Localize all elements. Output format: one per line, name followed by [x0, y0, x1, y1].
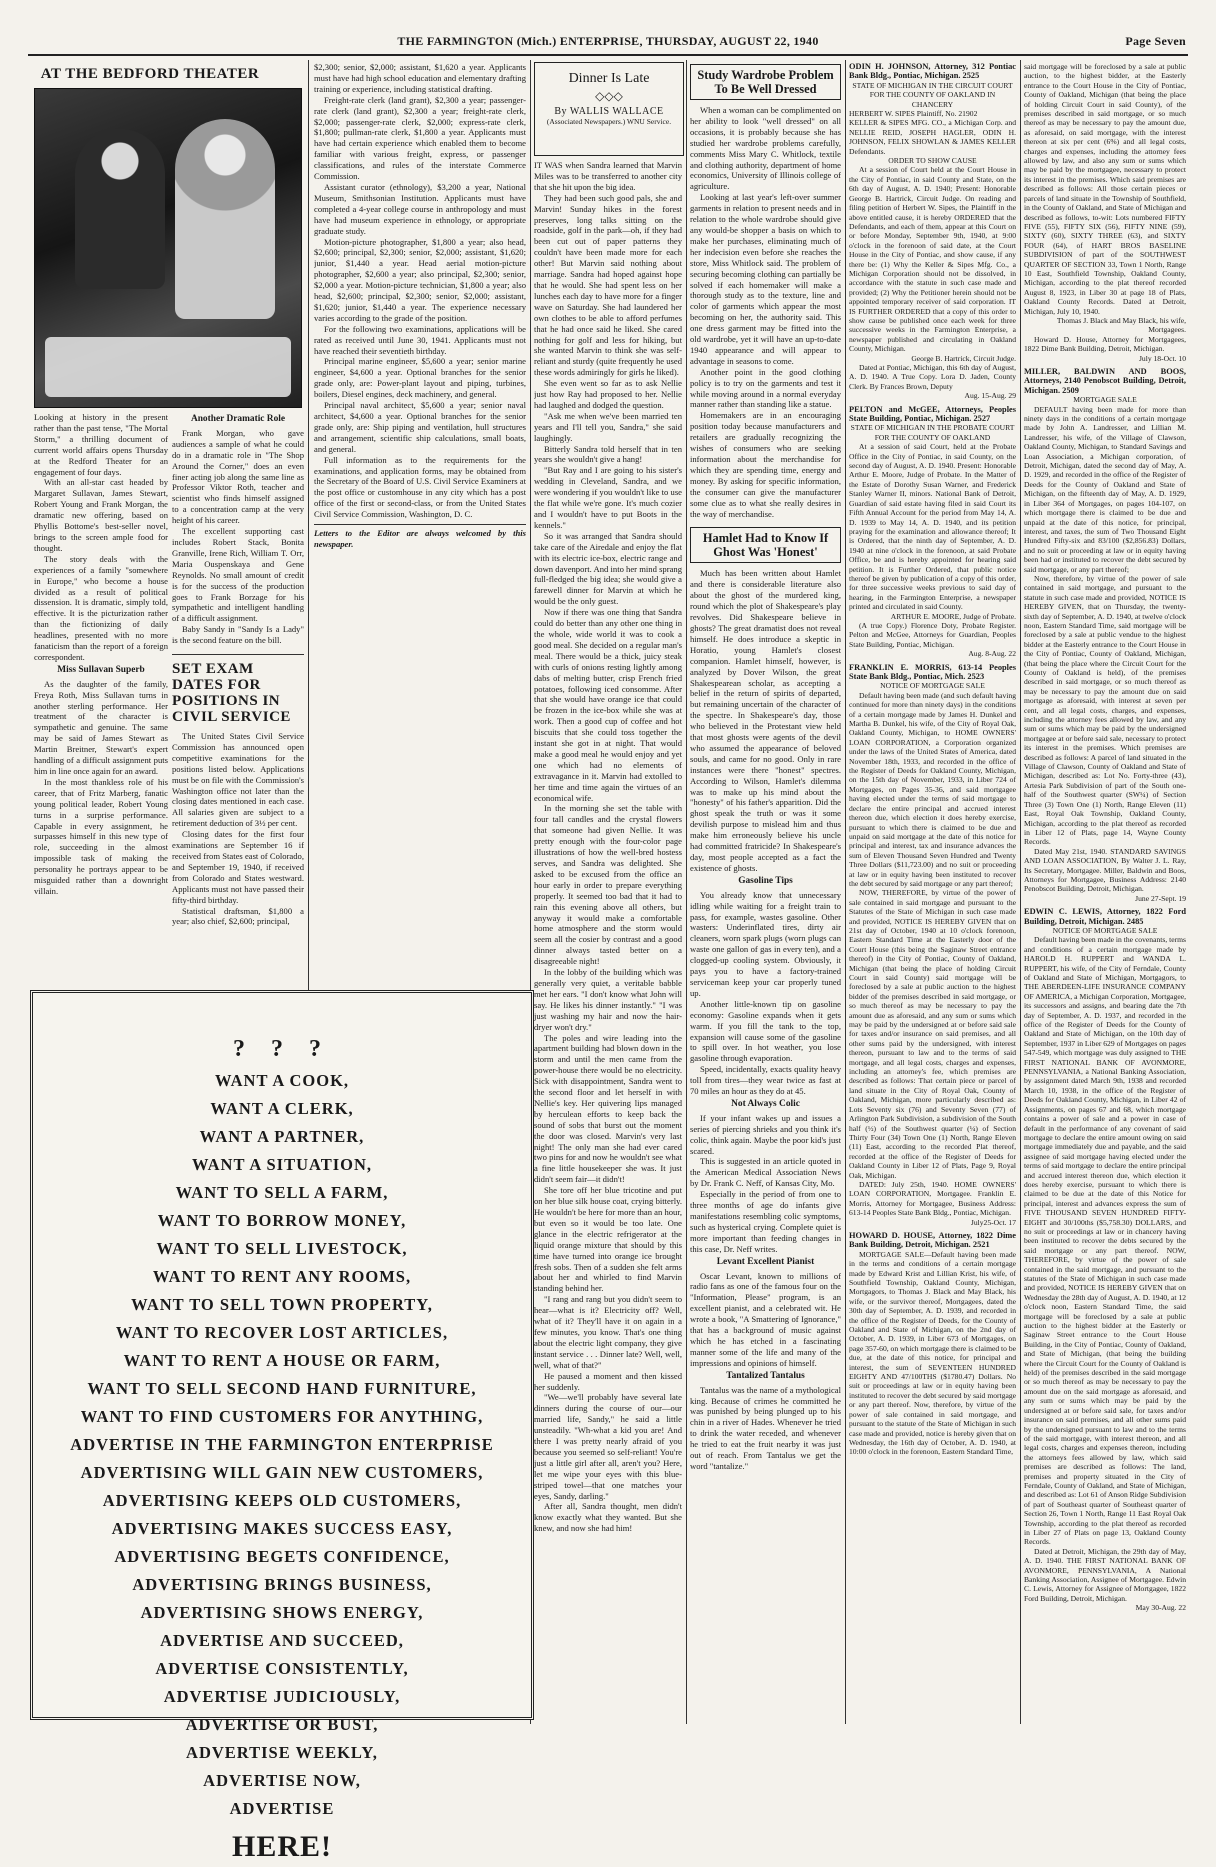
dinner-table [45, 337, 291, 397]
article-paragraph: "Ask me when we've been married ten years and I'll tell you, Sandra," she said laughingly. [534, 410, 682, 443]
civil-service-headline: SET EXAM DATES FOR POSITIONS IN CIVIL SERVICE [172, 661, 291, 726]
subheading: Levant Excellent Pianist [716, 1256, 815, 1267]
article-paragraph: He paused a moment and then kissed her suddenly. [534, 1370, 682, 1392]
notice-paragraph: MORTGAGE SALE—Default having been made in the terms and conditions of a certain mortgage made by Edward Krist and Lillian Krist, his wife, of Southfield Township, Oakland County, Michigan, Mortgagors, to Thomas J. Black and May Black, his wife, or the survivor thereof, Mortgagees, dated the 30th day of September, A. D. 1939, and recorded in the office of the Register of Deeds, for the County of Oakland and State of Michigan, on the 2nd day of October, A. D. 1939, in Liber 673 of Mortgages, on page 357-60, on which mortgage there is claimed to be due, at the date of this notice, for principal and interest, the sum of SEVENTEEN HUNDRED EIGHTY AND 47/100THS ($1780.47) Dollars. No suit or proceedings at law or in equity having been instituted to recover the debt secured by said mortgage or any part thereof. Now, therefore, by virtue of the power of sale contained in said mortgage, and pursuant to the statute of the State of Michigan in such case made and provided, notice is hereby given that on Wednesday, the 16th day of October, A. D. 1940, at 10:00 o'clock in the forenoon, Eastern Standard Time, [849, 1249, 1016, 1457]
notice-paragraph: Howard D. House, Attorney for Mortgagees, 1822 Dime Bank Building, Detroit, Michigan. [1024, 334, 1186, 354]
notice-title: NOTICE OF MORTGAGE SALE [1052, 925, 1158, 935]
dinner-story-column [534, 160, 682, 1714]
dinner-story-header [534, 62, 684, 156]
ad-line: ADVERTISE WEEKLY, [186, 1743, 378, 1762]
ad-line: WANT TO BORROW MONEY, [157, 1211, 407, 1230]
features-column [690, 62, 841, 1714]
actor-figure [75, 129, 165, 289]
subheading: Another Dramatic Role [190, 414, 286, 424]
notice-signature: ARTHUR E. MOORE, Judge of Probate. [890, 611, 1016, 621]
notice-header [849, 405, 1016, 424]
ad-line: WANT A COOK, [214, 1071, 350, 1090]
notice-subtitle: ORDER TO SHOW CAUSE [888, 156, 977, 166]
notice-paragraph: At a session of said Court, held at the Probate Office in the City of Pontiac, in said County, on the second day of August, A. D. 1940. Present: Honorable Arthur E. Moore, Judge of Probate. In the Matter of the Estate of Dorothy Susan Warner, and Frederick Stanley Warner II, minors. National Bank of Detroit, Guardian of said estate having filed in said Court its Fifth Annual Account for the period from May 14, A. D. 1939 to May 14, A. D. 1940, and its petition praying for the examination and allowance thereof; It is Ordered, that the ninth day of September, A. D. 1940 at nine o'clock in the forenoon, at said Probate Office, be and is hereby appointed for hearing said petition. It is Further Ordered, that public notice thereof be given by publication of a copy of this order, for three successive weeks previous to said day of hearing, in the Farmington Enterprise, a newspaper printed and circulated in said County. [849, 442, 1016, 612]
ad-line: ADVERTISE JUDICIOUSLY, [163, 1687, 401, 1706]
notice-number: 2485 [1126, 916, 1144, 926]
notice-dates: July 18-Oct. 10 [1138, 353, 1186, 363]
article-paragraph: Speed, incidentally, exacts quality heavy toll from tires—they wear twice as fast at 70 miles an hour as they do at 45. [690, 1064, 841, 1097]
ad-line: WANT TO SELL TOWN PROPERTY, [131, 1295, 433, 1314]
ad-line: WANT A SITUATION, [191, 1155, 373, 1174]
article-paragraph: Looking at last year's left-over summer garments in relation to present needs and in relation to the whole wardrobe should give any would-be shopper a basis on which to make her purchases, eliminating much of her indecision even before she reaches the store, Miss Whitlock said. The problem of securing becoming clothing can partially be solved if each homemaker will make a thorough study as to the texture, line and color of garments which appear the most becoming on her, the authority said. This one dress garment may be fitted into the old wardrobe, yet it will have an up-to-date 1940 appearance and will appear to advantage in seasons to come. [690, 192, 841, 366]
notice-paragraph: Dated May 21st, 1940. STANDARD SAVINGS AND LOAN ASSOCIATION, By Walter J. L. Ray, Its Secretary, Mortgagee. Miller, Baldwin and Boos, Attorneys for Mortgagee, Business Address: 2140 Penobscot Building, Detroit, Michigan. [1024, 846, 1186, 894]
article-paragraph: The United States Civil Service Commission has announced open competitive examinations for the positions listed below. Applications must be on file with the Commission's Washington office not later than the closing dates mentioned in each case. All salaries given are subject to a retirement deduction of 3½ per cent. [172, 731, 304, 829]
notice-attorney: EDWIN C. LEWIS, Attorney, 1822 Ford Building, Detroit, Michigan. [1024, 907, 1186, 926]
masthead-title: THE FARMINGTON (Mich.) ENTERPRISE, THURSDAY, AUGUST 22, 1940 [397, 34, 819, 48]
article-paragraph: Oscar Levant, known to millions of radio fans as one of the famous four on the "Information, Please" program, is an excellent pianist, and a celebrated wit. He wrote a book, "A Smattering of Ignorance," that has a background of music against which he has etched in a fascinating manner some of the life and many of the impressions and opinions of himself. [690, 1270, 841, 1368]
notice-header [849, 62, 1016, 81]
notice-paragraph: Default having been made in the covenants, terms and conditions of a certain mortgage made by HAROLD H. RUPPERT and WANDA L. RUPPERT, his wife, of the City of Ferndale, County of Oakland and State of Michigan, Mortgagors, to THE ABERDEEN-LIFE INSURANCE COMPANY OF AMERICA, a Michigan Corporation, Mortgagee, its successors and assigns, and bearing date the 7th day of September, A. D. 1937, and recorded in the office of the Register of Deeds for the County of Oakland and State of Michigan, on the 10th day of September, 1937 in Liber 629 of Mortgages on pages 547-549, which mortgage was duly assigned to THE FIRST NATIONAL BANK OF AVONMORE, PENNSYLVANIA, a National Banking Association, by assignment dated March 9th, 1938 and recorded March 10, 1938, in the office of the Register of Deeds for Oakland County, Michigan, in Liber 42 of Assignments, on pages 67 and 68, which mortgage contains a power of sale and a power in case of default in the performance of any covenant of said mortgage to declare the entire amount owing on said mortgage immediately due and payable, and the said assignee of said mortgage having elected under the terms of said mortgage to declare the entire principal and accrued interest thereon due, which election it does hereby exercise, pursuant to which there is claimed to be due at the date of this Notice for principal, interest and advances express the sum of FIVE THOUSAND SEVEN HUNDRED FIFTY-EIGHT and 30/100ths ($5,758.30) DOLLARS, and no suit or proceedings at law or in chancery having been instituted to recover the debts secured by the said mortgage or any part thereof. NOW, THEREFORE, by virtue of the power of sale contained in the said mortgage, and pursuant to the statutes of the State of Michigan in such case made and provided, NOTICE IS HEREBY GIVEN that on Wednesday the 28th day of August, A. D. 1940, at 12 o'clock noon, Eastern Standard Time, the said mortgage will be foreclosed by a sale at public auction to the highest bidder at the Easterly or Saginaw Street entrance to the Court House Building, in the City of Pontiac, County of Oakland, and State of Michigan, (that being the building where the Circuit Court for the County of Oakland is held) of the premises described in the said mortgage or so much thereof as may be necessary to pay the amount due on the said mortgage as aforesaid, and any sum or sums which may be paid by the undersigned at or before said sale, for taxes and/or insurance on said premises, and all other sums paid by the undersigned pursuant to law and to the terms of the said mortgage, with interest thereon, and all legal costs, charges and expenses thereon, including the attorneys fees allowed by law, which said premises are described as follows: The land, premises and property situated in the City of Ferndale, County of Oakland, and State of Michigan, and described as: Lot 61 of Anson Ridge Subdivision of part of Southeast quarter of Southeast quarter of Section 26, Town 1 North, Range 11 East Royal Oak Township, according to the plat thereof as recorded in Liber 27 of Plats on page 13, Oakland County Records. [1024, 935, 1186, 1547]
photo-caption: Looking at history in the present rather than the past tense, "The Mortal Storm," a thrilling document of current world affairs opens Thursday at the Redford Theater for an engagement of four days. [34, 412, 168, 477]
article-paragraph: When a woman can be complimented on her ability to look "well dressed" on all occasions, it is probably because she has studied her wardrobe problems carefully, comments Miss Mary C. Whitlock, textile and clothing authority, department of home economics, University of Illinois college of agriculture. [690, 105, 841, 192]
article-paragraph: Principal naval architect, $5,600 a year; senior naval architect, $4,600 a year. Optional branches for the senior grade only, are: Ship piping and ventilation, hull structures and arrangement, scientific ship calculations, small boats, and general. [314, 400, 526, 454]
notice-title: STATE OF MICHIGAN IN THE CIRCUIT COURT FOR THE COUNTY OF OAKLAND IN CHANCERY [852, 80, 1013, 109]
article-paragraph: Homemakers are in an encouraging position today because manufacturers and retailers are gradually recognizing the wishes of consumers who are seeking information about the merchandise for which they are spending time, energy and money. By asking for specific information, the consumer can give the manufacturer some clue as to what she really desires in the way of merchandise. [690, 410, 841, 519]
notice-paragraph: DEFAULT having been made for more than ninety days in the conditions of a certain mortgage made by John A. Landresser, and Lillian M. Landresser, his wife, of the Village of Clawson, Oakland County, Michigan, to Standard Savings and Loan Association, a Michigan corporation, of Detroit, Michigan, dated the second day of May, A. D. 1929, and recorded in the office of the Register of Deeds for the County of Oakland and State of Michigan, on the fifteenth day of May, A. D. 1929, in Liber 364 of Mortgages, on pages 104-107, on which mortgage there is claimed to be due and unpaid at the date of this notice, for principal, interest, and taxes, the sum of Two Thousand Eight Hundred Fifty-six and 83/100 ($2,856.83) Dollars, and no suit or proceeding at law or in equity having been had or instituted to recover the debt secured by said mortgage, or any part thereof; [1024, 404, 1186, 574]
notice-paragraph: said mortgage will be foreclosed by a sale at public auction, to the highest bidder, at the Easterly entrance to the Court House in the City of Pontiac, County of Oakland, Michigan (that being the place of holding Circuit Court in said County), of the premises described in said mortgage, or so much thereof as may be necessary to pay the amount due, as aforesaid, on said mortgage, with the interest thereon at six per cent (6%) and all legal costs, charges and expenses, including the attorney fees allowed by law, and also any sum or sums which may be paid by the mortgagee, necessary to protect its interest in the premises. Which said premises are described as follows: All those certain pieces or parcels of land situate in the Township of Southfield, in the County of Oakland, and State of Michigan and described as follows, to-wit: Lots numbered FIFTY FIVE (55), FIFTY SIX (56), FIFTY NINE (59), SIXTY (60), SIXTY THREE (63), and SIXTY FOUR (64), of HART BROS BASELINE SUBDIVISION of part of the SOUTHWEST QUARTER OF SECTION 33, Town 1 North, Range 10 East, Southfield Township, Oakland County, Michigan, according to the plat thereof recorded August 8, 1923, in Liber 30 at page 18 of Plats, Oakland County Records. Dated at Detroit, Michigan, July 10, 1940. [1024, 62, 1186, 316]
column-rule [1020, 60, 1021, 1724]
letters-note: Letters to the Editor are always welcomed by this newspaper. [314, 528, 526, 549]
notice-header [849, 1231, 1016, 1250]
subheading: Tantalized Tantalus [726, 1370, 805, 1381]
article-paragraph: The story deals with the experiences of a family "somewhere in Europe," who become a house divided as a result of political dissension. It is dramatic, simply told, effective. It is the picturization rather than the fictionizing of daily headlines, presented with no more fanaticism than the report of a foreign correspondent. [34, 553, 168, 662]
advertise-here-ad [30, 990, 534, 1863]
article-paragraph: For the following two examinations, applications will be rated as received until June 30, 1941. Applicants must not have reached their seventieth birthday. [314, 323, 526, 356]
ad-line: WANT TO SELL LIVESTOCK, [156, 1239, 408, 1258]
article-paragraph: Principal marine engineer, $5,600 a year; senior marine engineer, $4,600 a year. Optional branches for the senior grade only, are: Power-plant layout and piping, turbines, boilers, Diesel engines, deck machinery, and general. [314, 356, 526, 400]
article-paragraph: Frank Morgan, who gave audiences a sample of what he could do in a dramatic role in "The Shop Around the Corner," does an even finer acting job along the same line as Professor Viktor Roth, teacher and scientist who finds himself assigned to a concentration camp at the very height of his career. [172, 427, 304, 526]
notice-number: 2523 [967, 672, 985, 681]
ad-final-word: HERE! [231, 1830, 332, 1863]
ad-line: ADVERTISE AND SUCCEED, [160, 1631, 404, 1650]
ad-line: WANT TO SELL SECOND HAND FURNITURE, [87, 1379, 477, 1398]
article-paragraph: The poles and wire leading into the apartment building had blown down in the storm and until the men came from the power-house there would be no electricity. Sick with disappointment, Sandra went to the second floor and let herself in with Nellie's key. Her quivering lips managed by herculean efforts to keep back the sound of sobs that burst out the moment the door was closed. Marvin's very last night! The only man she had ever cared two pins for and now he wouldn't see what a fine little housekeeper she was. It just didn't seem fair—it didn't! [534, 1032, 682, 1185]
actress-figure [175, 119, 275, 319]
ad-line: ADVERTISING BEGETS CONFIDENCE, [114, 1547, 450, 1566]
article-paragraph: She tore off her blue tricotine and put on her blue silk house coat, crying bitterly. He wouldn't be here for more than an hour, but even so it would be too late. One glance in the electric refrigerator at the liquid orange mixture that should by this time have turned into orange ice brought fresh sobs. Then of a sudden she felt arms about her and whirled to find Marvin standing behind her. [534, 1185, 682, 1294]
notice-paragraph: Dated at Pontiac, Michigan, this 6th day of August, A. D. 1940. A True Copy. Lora D. Jaden, County Clerk. By Frances Brown, Deputy [849, 363, 1016, 391]
ad-line: WANT TO RECOVER LOST ARTICLES, [115, 1323, 449, 1342]
article-paragraph: After all, Sandra thought, men didn't know exactly what they wanted. But she knew, and now she had him! [534, 1501, 682, 1534]
wardrobe-headline: Study Wardrobe Problem To Be Well Dressed [690, 64, 841, 100]
notice-title: MORTGAGE SALE [1073, 395, 1137, 405]
notice-attorney: FRANKLIN E. MORRIS, 613-14 Peoples State Bank Bldg., Pontiac, Mich. [849, 662, 1016, 681]
article-paragraph: The excellent supporting cast includes Robert Stack, Bonita Granville, Irene Rich, William T. Orr, Maria Ouspenskaya and Gene Reynolds. No small amount of credit is for the success of the production goes to Frank Borzage for his sympathetic and intelligent handling of a difficult assignment. [172, 526, 304, 624]
column-rule [845, 60, 846, 1724]
article-paragraph: Much has been written about Hamlet and there is considerable literature also about the ghost of the murdered king, round which the plot of Shakespeare's play revolves. Did Shakespeare believe in ghosts? The great dramatist does not reveal himself. He does introduce a skeptic in Horatio, young Hamlet's closest companion. Hamlet himself, however, is analyzed by Dover Wilson, the great Shakespearean scholar, as accepting a belief in the return of spirits of departed, but remaining uncertain of the character of the spectre. In Shakespeare's day, those who believed in the Protestant view held that most ghosts were agents of the devil who assumed the appearance of beloved souls, and came for no good. Only in rare instances were there "honest" spectres. According to Wilson, Hamlet's dilemma was to make up his mind about the "honesty" of his father's apparition. Did the ghost speak the truth or was it some devilish purpose to mislead him and thus make him erroneously believe his uncle had committed fratricide? In Shakespeare's day, most people accepted as a fact the existence of ghosts. [690, 568, 841, 873]
notice-number: 2527 [973, 414, 991, 424]
notice-title: STATE OF MICHIGAN IN THE PROBATE COURT FOR THE COUNTY OF OAKLAND [850, 423, 1015, 442]
notice-paragraph: DATED: July 25th, 1940. HOME OWNERS' LOAN CORPORATION, Mortgagee. Franklin E. Morris, Attorney for Mortgagee, Business Address: 613-14 Peoples State Bank Bldg., Pontiac, Michigan. [849, 1179, 1016, 1218]
notice-paragraph: HERBERT W. SIPES Plaintiff, No. 21902 [849, 109, 978, 119]
theater-column-right [172, 412, 304, 982]
article-paragraph: You already know that unnecessary idling while waiting for a freight train to pass, for example, wastes gasoline. Other wasters: Underinflated tires, dirty air cleaners, worn spark plugs (worn plugs can waste one gallon of gas in every ten), and a clogged-up cooling system. Obviously, it pays you to have a factory-trained serviceman keep your car properly tuned up. [690, 889, 841, 998]
ad-line: ADVERTISE IN THE FARMINGTON ENTERPRISE [70, 1435, 494, 1454]
ad-line: WANT A PARTNER, [199, 1127, 365, 1146]
ad-line: WANT TO FIND CUSTOMERS FOR ANYTHING, [80, 1407, 484, 1426]
ad-lines [33, 1067, 531, 1823]
article-paragraph: Assistant curator (ethnology), $3,200 a year, National Museum, Smithsonian Institution. Applicants must have completed a 4-year college course in anthropology and must have had museum experience in ethnology, or appropriate graduate study. [314, 181, 526, 236]
article-paragraph: They had been such good pals, she and Marvin! Sunday hikes in the forest preserves, long talks sitting on the roadside, golf in the park—oh, if they had been cut out of paper patterns they couldn't have been made more for each other! But Marvin said nothing about marriage. Sandra had hoped against hope that he would. She had spent less on her lunches each day to have more for a finger wave on Saturday. She had laundered her own clothes to be able to afford perfumes that he had once said he liked. She cared nothing for golf and less for hiking, but she wanted Marvin to think she was self-reliant and sturdy (quite frequently he used these words admiringly for girls he liked). [534, 192, 682, 378]
ad-line: ADVERTISE NOW, [203, 1771, 361, 1790]
article-paragraph: In the morning she set the table with four tall candles and the crystal flowers that someone had given Nellie. It was pretty enough with the four-color page illustrations of how the well-bred hostess serves, and Sandra was delighted. She asked to be excused from the office an hour early in order to prepare everything properly. It seemed too bad that it had to rain this evening above all others, but anyway it would make a comfortable home atmosphere and the storm would seem all the cosier by contrast and a good dinner always tasted better on a disagreeable night! [534, 803, 682, 967]
page-number: Page Seven [1125, 34, 1186, 48]
column-rule [686, 60, 687, 1724]
byline: By WALLIS WALLACE [554, 106, 664, 117]
article-paragraph: $2,300; senior, $2,000; assistant, $1,620 a year. Applicants must have had high school education and elementary drafting training or experience, including statistical drafting. [314, 62, 526, 94]
article-paragraph: If your infant wakes up and issues a series of piercing shrieks and you think it's colic, think again. Maybe the poor kid's just scared. [690, 1112, 841, 1156]
article-paragraph: As the daughter of the family, Freya Roth, Miss Sullavan turns in another sterling performance. Her treatment of the character is sympathetic and genuine. The same may be said of James Stewart as Martin Breitner, Stewart's expert handling of a difficult assignment puts him in line once again for an award. [34, 678, 168, 776]
notice-attorney: PELTON and McGEE, Attorneys, Peoples State Building, Pontiac, Michigan. [849, 404, 1016, 424]
ad-question-marks: ? ? ? [233, 1036, 331, 1062]
ad-line: ADVERTISE CONSISTENTLY, [155, 1659, 409, 1678]
masthead-rule [28, 54, 1188, 56]
notice-dates: Aug. 8-Aug. 22 [968, 649, 1016, 659]
notice-attorney: ODIN H. JOHNSON, Attorney, 312 Pontiac Bank Bldg., Pontiac, Michigan. [849, 62, 1016, 81]
article-paragraph: Baby Sandy in "Sandy Is a Lady" is the second feature on the bill. [172, 624, 304, 646]
article-paragraph: "But Ray and I are going to his sister's wedding in Cleveland, Sandra, and we were wondering if you wouldn't like to use the flat while we're gone. It's much cozier and I wouldn't have to put Boots in the kennels." [534, 465, 682, 530]
article-paragraph: Bitterly Sandra told herself that in ten years she wouldn't give a hang! [534, 443, 682, 465]
notice-dates: July25-Oct. 17 [970, 1217, 1016, 1227]
notice-paragraph: Dated at Detroit, Michigan, the 29th day of May, A. D. 1940. THE FIRST NATIONAL BANK OF AVONMORE, PENNSYLVANIA, A National Banking Association, Assignee of Mortgagee. Edwin C. Lewis, Attorney for Assignee of Mortgagee, 1822 Ford Building, Detroit, Michigan. [1024, 1546, 1186, 1603]
service-line: (Associated Newspapers.) WNU Service. [546, 117, 672, 126]
ad-line: ADVERTISING MAKES SUCCESS EASY, [111, 1519, 453, 1538]
subheading: Gasoline Tips [738, 875, 793, 886]
notice-attorney: HOWARD D. HOUSE, Attorney, 1822 Dime Bank Building, Detroit, Michigan. [849, 1230, 1016, 1250]
article-paragraph: "We—we'll probably have several late dinners during the course of our—our married life, Sandy," he said a little unsteadily. "Wh-what a kid you are! And there I was pretty nearly afraid of you because you seemed so self-reliant! You're just a little girl after all, aren't you? Here, let me wipe your eyes with this blue-striped towel—that one matches your eyes, Sandy, darling." [534, 1392, 682, 1501]
notice-paragraph: Now, therefore, by virtue of the power of sale contained in said mortgage, and pursuant to the statute in such case made and provided, NOTICE IS HEREBY GIVEN, that on Thursday, the twenty-sixth day of September, A. D. 1940, at twelve o'clock noon, Eastern Standard Time, said mortgage will be foreclosed by a sale at public vendue to the highest bidder at the Easterly entrance to the Court House in the City of Pontiac, County of Oakland, Michigan, (that being the place where the Circuit Court for the County of Oakland is held), of the premises described in said mortgage, or so much thereof as may be necessary to pay the amount due on said mortgage as aforesaid, with interest at seven per cent, and all legal costs, charges, and expenses, including the attorney fees allowed by law, and any sum or sums which may be paid by the undersigned mortgagee at or before said sale, necessary to protect its interest in the premises. Which premises are described as follows: A parcel of land situated in the Village of Clawson, County of Oakland and State of Michigan, described as: Lot No. Forty-three (43), Artesia Park Subdivision of part of the South one-half of the Southwest quarter (SW¼) of Section Three (3) Town One (1) North, Range Eleven (11) East, Royal Oak Township, Oakland County, Michigan, according to the plat thereof as recorded in Liber 12 of Plats, page 14, Wayne County Records. [1024, 573, 1186, 847]
civil-service-column [314, 62, 526, 982]
ad-line: ADVERTISING BRINGS BUSINESS, [132, 1575, 432, 1594]
notice-dates: May 30-Aug. 22 [1135, 1603, 1186, 1613]
divider [172, 654, 304, 655]
ornament-icon: ◇◇◇ [595, 89, 623, 103]
ad-line: ADVERTISING KEEPS OLD CUSTOMERS, [102, 1491, 462, 1510]
ad-line: ADVERTISE [229, 1799, 335, 1818]
notice-number: 2521 [972, 1240, 990, 1250]
ad-line: WANT A CLERK, [210, 1099, 354, 1118]
notice-header [1024, 367, 1186, 395]
notice-attorney: MILLER, BALDWIN AND BOOS, Attorneys, 2140 Penobscot Building, Detroit, Michigan. [1024, 367, 1186, 395]
legal-notices-column-2 [1024, 62, 1186, 1714]
article-paragraph: With an all-star cast headed by Margaret Sullavan, James Stewart, Robert Young and Frank Morgan, the dramatic new offering, based on Phyllis Bottome's best-seller novel, brings to the screen ample food for thought. [34, 477, 168, 553]
article-paragraph: Closing dates for the first four examinations are September 16 if received from States east of Colorado, and September 19, 1940, if received from Colorado and States westward. Applicants must not have passed their fifty-third birthday. [172, 829, 304, 905]
subheading: Miss Sullavan Superb [57, 664, 145, 675]
article-paragraph: Statistical draftsman, $1,800 a year; also chief, $2,600; principal, [172, 905, 304, 927]
notice-number: 2509 [1062, 385, 1079, 395]
hamlet-headline: Hamlet Had to Know If Ghost Was 'Honest' [690, 527, 841, 563]
theater-column-left [34, 412, 168, 982]
masthead [30, 30, 1186, 50]
ad-line: WANT TO RENT A HOUSE OR FARM, [123, 1351, 441, 1370]
article-paragraph: Freight-rate clerk (land grant), $2,300 a year; passenger-rate clerk (land grant), $2,300 a year; freight-rate clerk, $2,000; passenger-rate clerk, $2,000; express-rate clerk, $1,800; pullman-rate clerk, $1,800 a year. Applicants must have had certain experience which enabled them to become familiar with various freight, express, or passenger classifications, and rules of the interstate Commerce Commission. [314, 94, 526, 182]
article-paragraph: This is suggested in an article quoted in the American Medical Association News by Dr. Frank C. Neff, of Kansas City, Mo. [690, 1156, 841, 1189]
ad-line: WANT TO RENT ANY ROOMS, [152, 1267, 412, 1286]
story-title: Dinner Is Late [568, 71, 650, 86]
notice-paragraph: Default having been made (and such default having continued for more than ninety days) in the conditions of a certain mortgage made by James H. Dunkel and Martha B. Dunkel, his wife, of the City of Royal Oak, Oakland County, Michigan, to HOME OWNERS' LOAN CORPORATION, a Corporation organized under the laws of the United States of America, dated November 18th, 1933, and recorded in the office of the Register of Deeds for Oakland County, Michigan, on the 15th day of November, 1933, in Liber 724 of Mortgages, on Pages 35-36, and said mortgagee having elected under the terms of said mortgage to declare the entire principal and accrued interest thereon due, which election it does hereby exercise, pursuant to which there is claimed to be due and unpaid on said mortgage at the date of this notice for principal and interest, tax and insurance advances the sum of Eleven Thousand Seven Hundred and Twenty Three Dollars ($11,723.00) and no suit or proceeding at law or in equity having been instituted to recover the debt secured by said mortgage or any part thereof; [849, 690, 1016, 888]
notice-dates: Aug. 15-Aug. 29 [964, 391, 1016, 401]
subheading: Not Always Colic [731, 1098, 800, 1109]
legal-notices-column-1 [849, 62, 1016, 1714]
ad-line: WANT TO SELL A FARM, [175, 1183, 389, 1202]
notice-number: 2525 [962, 71, 980, 81]
divider [314, 524, 526, 525]
notice-signature: George B. Hartrick, Circuit Judge. [911, 353, 1016, 363]
article-paragraph: Another point in the good clothing policy is to try on the garments and test it while moving around in a normal everyday manner rather than standing like a statue. [690, 366, 841, 410]
article-paragraph: Full information as to the requirements for the examinations, and application forms, may be obtained from the Secretary of the Board of U.S. Civil Service Examiners at the post office or customhouse in any city which has a post office of the first or second-class, or from the United States Civil Service Commission, Washington, D. C. [314, 454, 526, 520]
article-paragraph: In the most thankless role of his career, that of Fritz Marberg, fanatic young political leader, Robert Young turns in a surprise performance. Capable in every assignment, he surpasses himself in this new type of role, succeeding in the almost impossible task of making the personality he portrays appear to be misguided rather than a downright villain. [34, 776, 168, 896]
theater-headline: AT THE BEDFORD THEATER [40, 66, 260, 82]
article-paragraph: She even went so far as to ask Nellie just how Ray had proposed to her. Nellie had laughed and dodged the question. [534, 378, 682, 410]
article-paragraph: In the lobby of the building which was generally very quiet, a veritable babble met her ears. "I don't know what John will say. He likes his dinner instantly." "I was just washing my hair and now the hair-dryer won't dry." [534, 967, 682, 1032]
ad-line: ADVERTISE OR BUST, [185, 1715, 379, 1734]
ad-line: ADVERTISING SHOWS ENERGY, [140, 1603, 424, 1622]
article-paragraph: Tantalus was the name of a mythological king. Because of crimes he committed he was punished by being plunged up to his chin in a river of Hades. Whenever he tried to drink the water receded, and whenever he tried to eat the fruit nearby it was just out of reach. From Tantalus we get the word "tantalize." [690, 1384, 841, 1471]
article-paragraph: "I rang and rang but you didn't seem to hear—what is it? Electricity off? Well, what of it? They'll have it on again in a few minutes, you know. That's one thing about the electric light company, they give instant service . . . Dinner late? Well, well, well, what of that?" [534, 1294, 682, 1370]
notice-header [849, 663, 1016, 682]
notice-paragraph: At a session of Court held at the Court House in the City of Pontiac, in said County and State, on the 6th day of August, A. D. 1940; Present: Honorable George B. Hartrick, Circuit Judge. On reading and filing petition of Herbert W. Sipes, the Plaintiff in the above entitled cause, it is hereby ORDERED that the Defendants, and each of them, appear at this Court on or before Monday, September 9th, 1940, at 9:00 o'clock in the forenoon of said date, at the Court House in the City of Pontiac, and show cause, if any there be: (1) Why the Keller & Sipes Mfg. Co., a Michigan Corporation should not be dissolved, in accordance with the statute in such case made and provided; (2) Why the Petitioner herein should not be appointed temporary receiver of said corporation. IT IS FURTHER ORDERED that a copy of this order to show cause be published once each week for three successive weeks in the Farmington Enterprise, a newspaper published and circulating in Oakland County, Michigan. [849, 165, 1016, 354]
article-paragraph: Another little-known tip on gasoline economy: Gasoline expands when it gets warm. If you fill the tank to the top, expansion will cause some of the gasoline to spill over. In hot weather, you lose gasoline through evaporation. [690, 998, 841, 1064]
article-paragraph: Especially in the period of from one to three months of age do infants give manifestations resembling colic symptoms, such as hysterical crying. Complete quiet is more important than feeding changes in this case, Dr. Neff writes. [690, 1189, 841, 1254]
ad-line: ADVERTISING WILL GAIN NEW CUSTOMERS, [80, 1463, 484, 1482]
notice-paragraph: KELLER & SIPES MFG. CO., a Michigan Corp. and NELLIE REID, JOSEPH HAGLER, ODIN H. JOHNSON, FELIX SHOWLAN & JAMES KELLER Defendants. [849, 118, 1016, 156]
notice-signature: Thomas J. Black and May Black, his wife, Mortgagees. [1056, 315, 1186, 335]
article-paragraph: Motion-picture photographer, $1,800 a year; also head, $2,600; principal, $2,300; senior, $2,000; assistant, $1,620; junior, $1,440 a year. Head aerial motion-picture photographer, $2,600 a year; also principal, $2,300; senior, $2,000 a year. Motion-picture technician, $1,800 a year; also head, $2,600; principal, $2,300; senior, $2,000; assistant, $1,620; junior, $1,440 a year. The experience necessary varies according to the grade of the position. [314, 236, 526, 323]
notice-header [1024, 907, 1186, 926]
article-paragraph: Now if there was one thing that Sandra could do better than any other one thing in the whole, wide world it was to cook a good meal. She decided on a regular man's meal. There would be a thick, juicy steak with curls of onions resting lightly among dabs of melting butter, crisp French fried potatoes, following iced consomme. After that she would have orange ice that could be frozen in the ice-box while she was at work. Then a good cup of coffee and hot biscuits that she could toss together the instant she got in at night. That would make a good meal he would enjoy and yet one which had no elements of extravagance in it. Marvin had extolled to her time and time again the virtues of an economical wife. [534, 607, 682, 803]
notice-dates: June 27-Sept. 19 [1135, 893, 1186, 903]
notice-paragraph: NOW, THEREFORE, by virtue of the power of sale contained in said mortgage and pursuant to the Statutes of the State of Michigan in such case made and provided, NOTICE IS HEREBY GIVEN that on 21st day of October, 1940 at 10 o'clock forenoon, Eastern Standard Time at the Easterly door of the Court House (this being the Saginaw Street entrance thereof) in the City of Pontiac, County of Oakland, Michigan (that being the place of holding Circuit Court in said County) said mortgage will be foreclosed by a sale at public auction to the highest bidder of the premises described in said mortgage, or so much thereof as may be necessary to pay the amount due as aforesaid, and any sum or sums which may be paid by the undersigned at or before said sale for taxes and/or insurance on said premises, and all other sums paid by the undersigned, with interest thereon, pursuant to law and to the terms of said mortgage, and all legal costs, charges and expenses, including an attorney's fee, which premises are described as follows: That certain piece or parcel of land situate in the City of Royal Oak, County of Oakland, Michigan, more particularly described as: Lots Seventy six (76) and Seventy Seven (77) of Arlington Park Subdivision, a subdivision of the South half (½) of the Southwest quarter (¼) of Section Thirty Four (34) Town One (1) North, Range Eleven (11) East, according to the recorded Plat thereof, recorded at the office of the Register of Deeds for Oakland County in Liber 12 of Plats, Page 9, Royal Oak, Michigan. [849, 888, 1016, 1180]
notice-title: NOTICE OF MORTGAGE SALE [880, 681, 985, 691]
movie-still-photo [34, 88, 302, 408]
article-paragraph: So it was arranged that Sandra should take care of the Airedale and enjoy the flat with its electric ice-box, electric range and down davenport. And into her mind sprang full-fledged the big idea; she would give a farewell dinner for Marvin at which he would be the only guest. [534, 530, 682, 607]
notice-paragraph: (A true Copy.) Florence Doty, Probate Register. Pelton and McGee, Attorneys for Guardian, Peoples State Building, Pontiac, Michigan. [849, 620, 1016, 649]
article-paragraph: IT WAS when Sandra learned that Marvin Miles was to be transferred to another city that she hit upon the big idea. [534, 160, 682, 192]
column-rule [308, 60, 309, 990]
